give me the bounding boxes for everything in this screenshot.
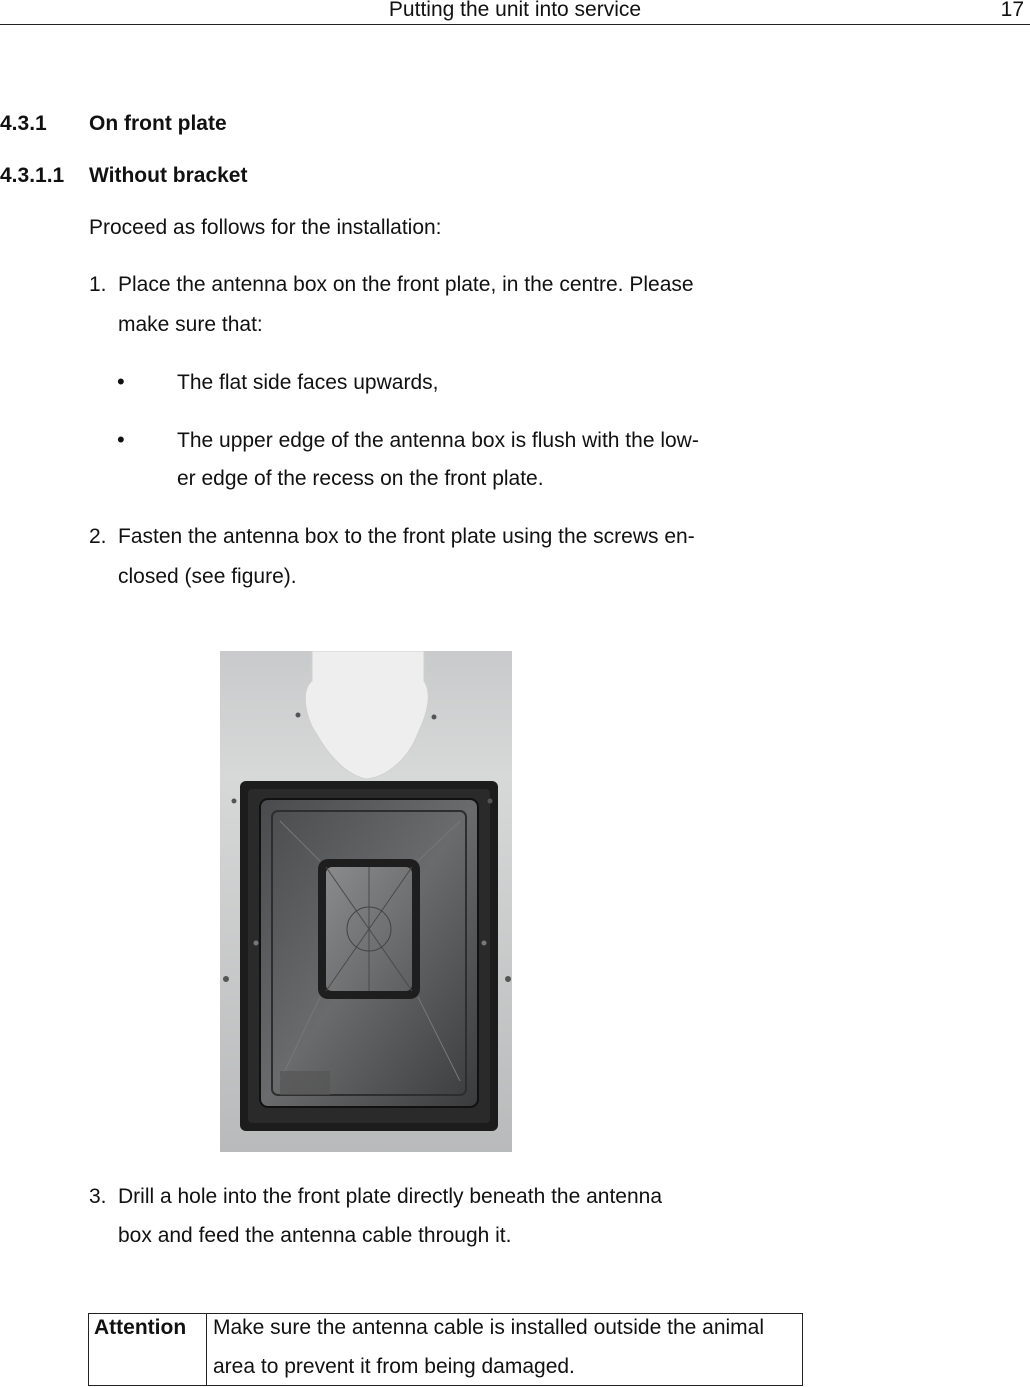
step-text-line: Place the antenna box on the front plate, in the centre. Please (118, 273, 694, 296)
step-text-line: closed (see figure). (118, 565, 297, 588)
step-number: 3. (89, 1185, 107, 1208)
step-number: 2. (89, 525, 107, 548)
attention-text-line: Make sure the antenna cable is installed outside the animal (213, 1316, 765, 1339)
step-number: 1. (89, 273, 107, 296)
header-divider (0, 24, 1030, 25)
attention-label: Attention (94, 1316, 187, 1339)
attention-text-line: area to prevent it from being damaged. (213, 1355, 575, 1378)
step-text-line: Drill a hole into the front plate directly beneath the antenna (118, 1185, 663, 1208)
step-text-line: Fasten the antenna box to the front plate using the screws en- (118, 525, 695, 548)
section-number: 4.3.1 (0, 112, 47, 135)
header-title: Putting the unit into service (388, 0, 642, 21)
bullet-icon: • (117, 427, 125, 452)
intro-paragraph: Proceed as follows for the installation: (89, 216, 442, 239)
bullet-text-line: The upper edge of the antenna box is flush with the low- (177, 429, 699, 452)
bullet-text-line: er edge of the recess on the front plate. (177, 467, 544, 490)
step-text-line: make sure that: (118, 313, 263, 336)
attention-divider (206, 1314, 207, 1385)
section-title: On front plate (89, 112, 227, 135)
step-text-line: box and feed the antenna cable through it. (118, 1224, 512, 1247)
subsection-number: 4.3.1.1 (0, 164, 65, 187)
antenna-box-photo (220, 651, 512, 1152)
page-number: 17 (1000, 0, 1024, 21)
bullet-text-line: The flat side faces upwards, (177, 371, 439, 394)
attention-box (88, 1313, 803, 1386)
subsection-title: Without bracket (89, 164, 248, 187)
bullet-icon: • (117, 369, 125, 394)
